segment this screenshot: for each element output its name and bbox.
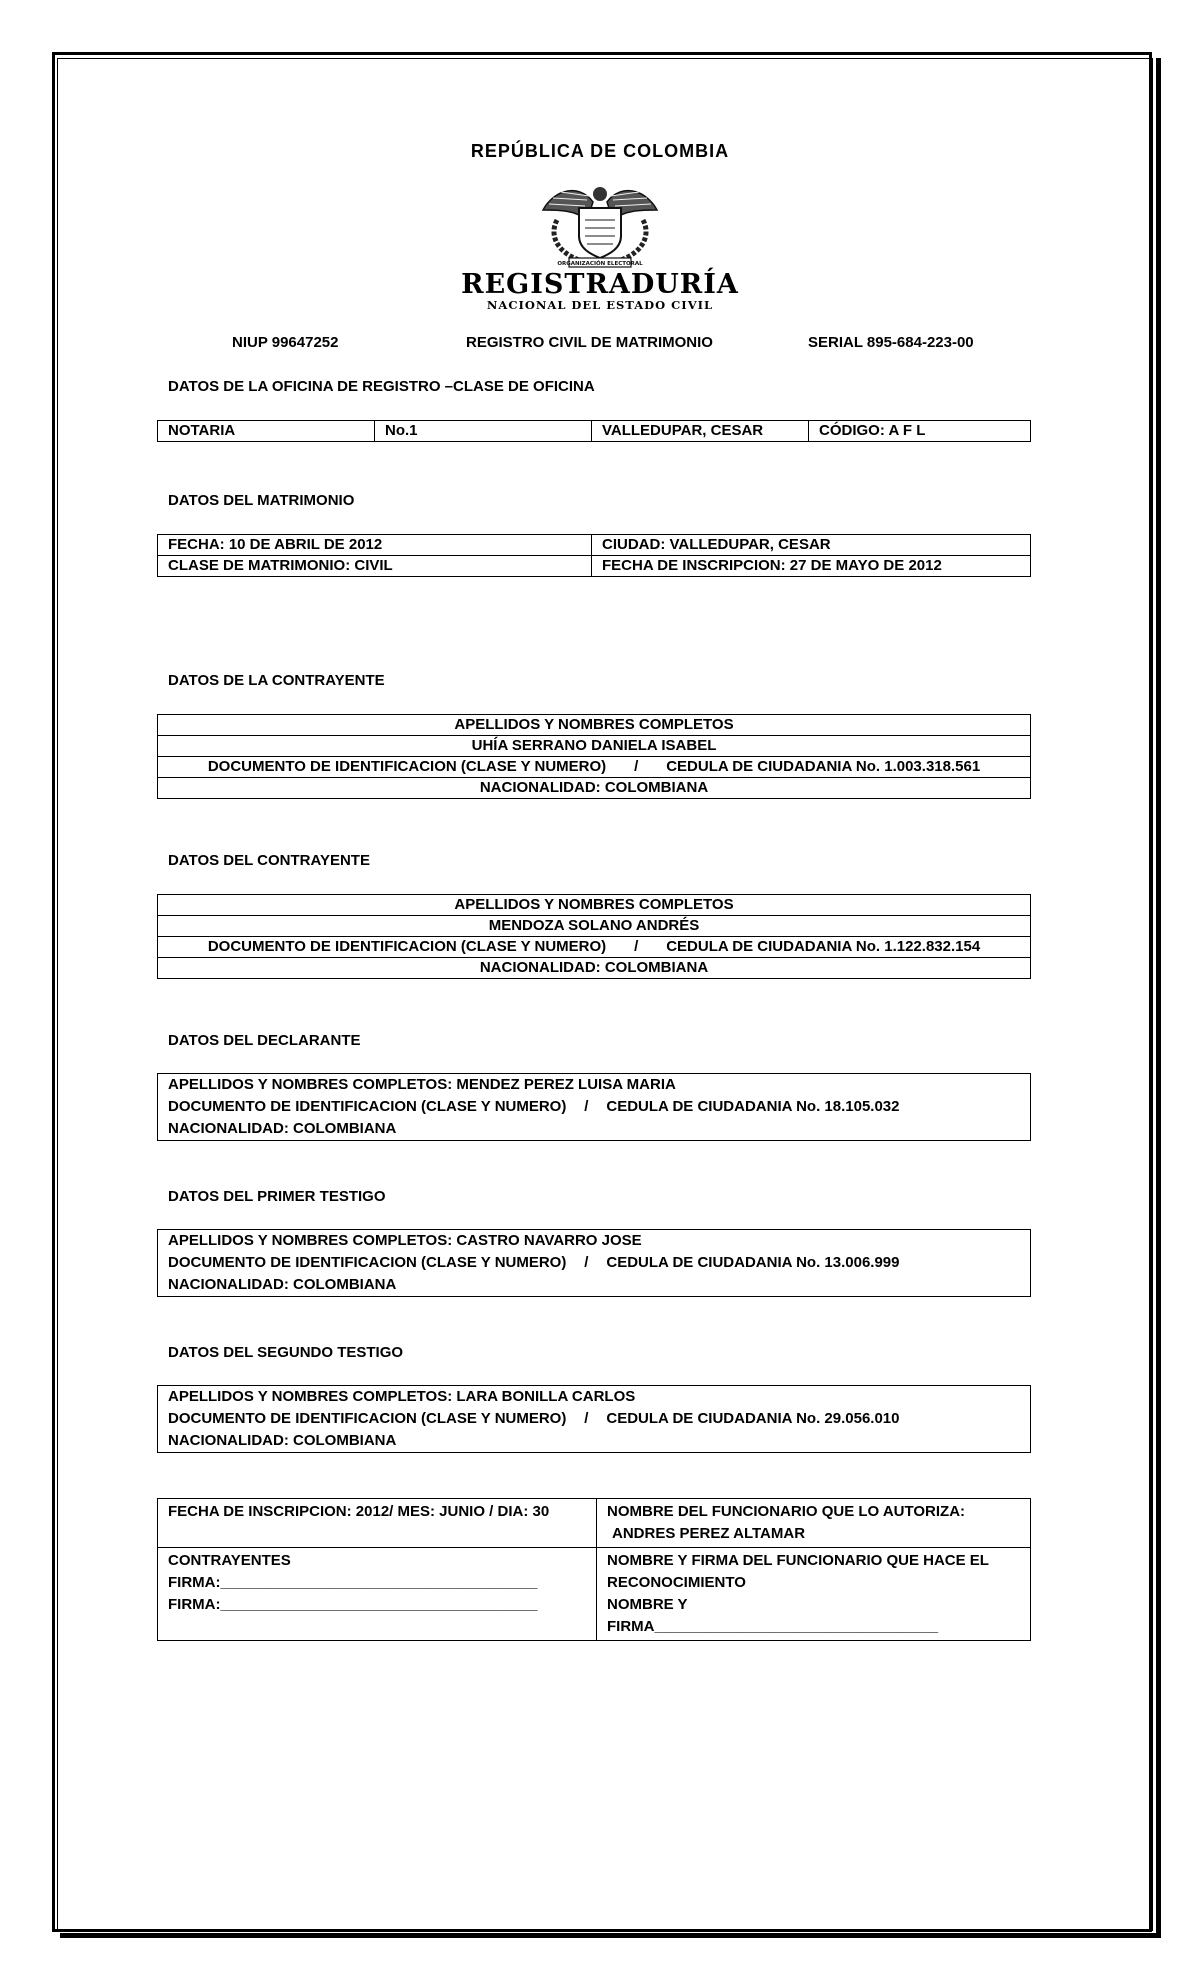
second-witness-box <box>157 1385 1031 1453</box>
official-signature-line[interactable]: FIRMA__________________________________ <box>607 1618 939 1635</box>
coat-of-arms-seal <box>535 180 665 272</box>
marriage-row <box>158 535 1031 556</box>
second-witness-document-value: CEDULA DE CIUDADANIA No. 29.056.010 <box>606 1410 900 1427</box>
second-witness-section-heading: DATOS DEL SEGUNDO TESTIGO <box>168 1344 404 1361</box>
registraduria-logo-title: REGISTRADURÍA <box>461 269 739 300</box>
separator: / <box>634 758 639 775</box>
bride-document-cell <box>158 757 1031 778</box>
registraduria-logo-subtitle: NACIONAL DEL ESTADO CIVIL <box>486 298 714 312</box>
declarant-document-label: DOCUMENTO DE IDENTIFICACION (CLASE Y NUMERO) <box>168 1098 567 1115</box>
authorizing-official-name: ANDRES PEREZ ALTAMAR <box>612 1525 806 1542</box>
page-border-shadow-right <box>1156 58 1161 1938</box>
recognition-official-label: NOMBRE Y FIRMA DEL FUNCIONARIO QUE HACE EL <box>607 1552 989 1569</box>
first-witness-box <box>157 1229 1031 1297</box>
spouses-signature-cell <box>158 1548 597 1641</box>
groom-table <box>157 894 1031 979</box>
separator: / <box>584 1410 589 1427</box>
office-table <box>157 420 1031 442</box>
first-witness-document <box>158 1252 1030 1274</box>
spouses-label: CONTRAYENTES <box>168 1552 291 1569</box>
separator: / <box>584 1098 589 1115</box>
office-number-cell: No.1 <box>375 421 592 442</box>
page-border-shadow-bottom <box>60 1933 1161 1938</box>
second-witness-nationality: NACIONALIDAD: COLOMBIANA <box>168 1432 397 1449</box>
declarant-box <box>157 1073 1031 1141</box>
declarant-section-heading: DATOS DEL DECLARANTE <box>168 1032 361 1049</box>
groom-name-label: APELLIDOS Y NOMBRES COMPLETOS <box>158 895 1031 916</box>
second-witness-document <box>158 1408 1030 1430</box>
first-witness-nationality: NACIONALIDAD: COLOMBIANA <box>168 1276 397 1293</box>
first-witness-document-label: DOCUMENTO DE IDENTIFICACION (CLASE Y NUMERO) <box>168 1254 567 1271</box>
groom-document-value: CEDULA DE CIUDADANIA No. 1.122.832.154 <box>666 938 981 955</box>
first-witness-section-heading: DATOS DEL PRIMER TESTIGO <box>168 1188 386 1205</box>
groom-section-heading: DATOS DEL CONTRAYENTE <box>168 852 370 869</box>
marriage-city-cell: CIUDAD: VALLEDUPAR, CESAR <box>592 535 1031 556</box>
marriage-row <box>158 556 1031 577</box>
office-code-cell: CÓDIGO: A F L <box>809 421 1031 442</box>
marriage-date-cell: FECHA: 10 DE ABRIL DE 2012 <box>158 535 592 556</box>
groom-nationality: NACIONALIDAD: COLOMBIANA <box>158 958 1031 979</box>
document-title: REGISTRO CIVIL DE MATRIMONIO <box>466 334 713 351</box>
marriage-inscription-date-cell: FECHA DE INSCRIPCION: 27 DE MAYO DE 2012 <box>592 556 1031 577</box>
bride-document-value: CEDULA DE CIUDADANIA No. 1.003.318.561 <box>666 758 981 775</box>
serial-number: SERIAL 895-684-223-00 <box>808 334 974 351</box>
second-witness-document-label: DOCUMENTO DE IDENTIFICACION (CLASE Y NUMERO) <box>168 1410 567 1427</box>
separator: / <box>634 938 639 955</box>
final-inscription-date-text: FECHA DE INSCRIPCION: 2012/ MES: JUNIO / DIA: 30 <box>168 1503 550 1520</box>
separator: / <box>584 1254 589 1271</box>
groom-document-label: DOCUMENTO DE IDENTIFICACION (CLASE Y NUMERO) <box>207 938 607 955</box>
signatures-row <box>158 1548 1031 1641</box>
official-name-label: NOMBRE Y <box>607 1596 688 1613</box>
recognition-official-cell <box>597 1548 1031 1641</box>
groom-document-cell <box>158 937 1031 958</box>
declarant-name: APELLIDOS Y NOMBRES COMPLETOS: MENDEZ PEREZ LUISA MARIA <box>168 1076 676 1093</box>
bride-name: UHÍA SERRANO DANIELA ISABEL <box>158 736 1031 757</box>
bride-section-heading: DATOS DE LA CONTRAYENTE <box>168 672 385 689</box>
marriage-table <box>157 534 1031 577</box>
svg-text:ORGANIZACIÓN ELECTORAL: ORGANIZACIÓN ELECTORAL <box>557 261 643 267</box>
office-city-cell: VALLEDUPAR, CESAR <box>592 421 809 442</box>
first-witness-name: APELLIDOS Y NOMBRES COMPLETOS: CASTRO NAVARRO JOSE <box>168 1232 642 1249</box>
spouse-signature-line-1[interactable]: FIRMA:______________________________________ <box>168 1574 538 1591</box>
declarant-nationality: NACIONALIDAD: COLOMBIANA <box>168 1120 397 1137</box>
niup-number: NIUP 99647252 <box>232 334 339 351</box>
marriage-class-cell: CLASE DE MATRIMONIO: CIVIL <box>158 556 592 577</box>
authorizing-official-label: NOMBRE DEL FUNCIONARIO QUE LO AUTORIZA: <box>607 1503 966 1520</box>
marriage-section-heading: DATOS DEL MATRIMONIO <box>168 492 355 509</box>
bride-table <box>157 714 1031 799</box>
groom-name: MENDOZA SOLANO ANDRÉS <box>158 916 1031 937</box>
bride-document-label: DOCUMENTO DE IDENTIFICACION (CLASE Y NUMERO) <box>207 758 607 775</box>
recognition-label: RECONOCIMIENTO <box>607 1574 746 1591</box>
declarant-document <box>158 1096 1030 1118</box>
office-row <box>158 421 1031 442</box>
second-witness-name: APELLIDOS Y NOMBRES COMPLETOS: LARA BONILLA CARLOS <box>168 1388 636 1405</box>
signatures-table <box>157 1498 1031 1641</box>
office-section-heading: DATOS DE LA OFICINA DE REGISTRO –CLASE DE OFICINA <box>168 378 595 395</box>
declarant-document-value: CEDULA DE CIUDADANIA No. 18.105.032 <box>606 1098 900 1115</box>
bride-nationality: NACIONALIDAD: COLOMBIANA <box>158 778 1031 799</box>
country-title: REPÚBLICA DE COLOMBIA <box>470 141 730 161</box>
spouse-signature-line-2[interactable]: FIRMA:______________________________________ <box>168 1596 538 1613</box>
office-type-cell: NOTARIA <box>158 421 375 442</box>
authorizing-official-cell <box>597 1499 1031 1548</box>
signatures-row <box>158 1499 1031 1548</box>
bride-name-label: APELLIDOS Y NOMBRES COMPLETOS <box>158 715 1031 736</box>
first-witness-document-value: CEDULA DE CIUDADANIA No. 13.006.999 <box>606 1254 900 1271</box>
final-inscription-date <box>158 1499 597 1548</box>
